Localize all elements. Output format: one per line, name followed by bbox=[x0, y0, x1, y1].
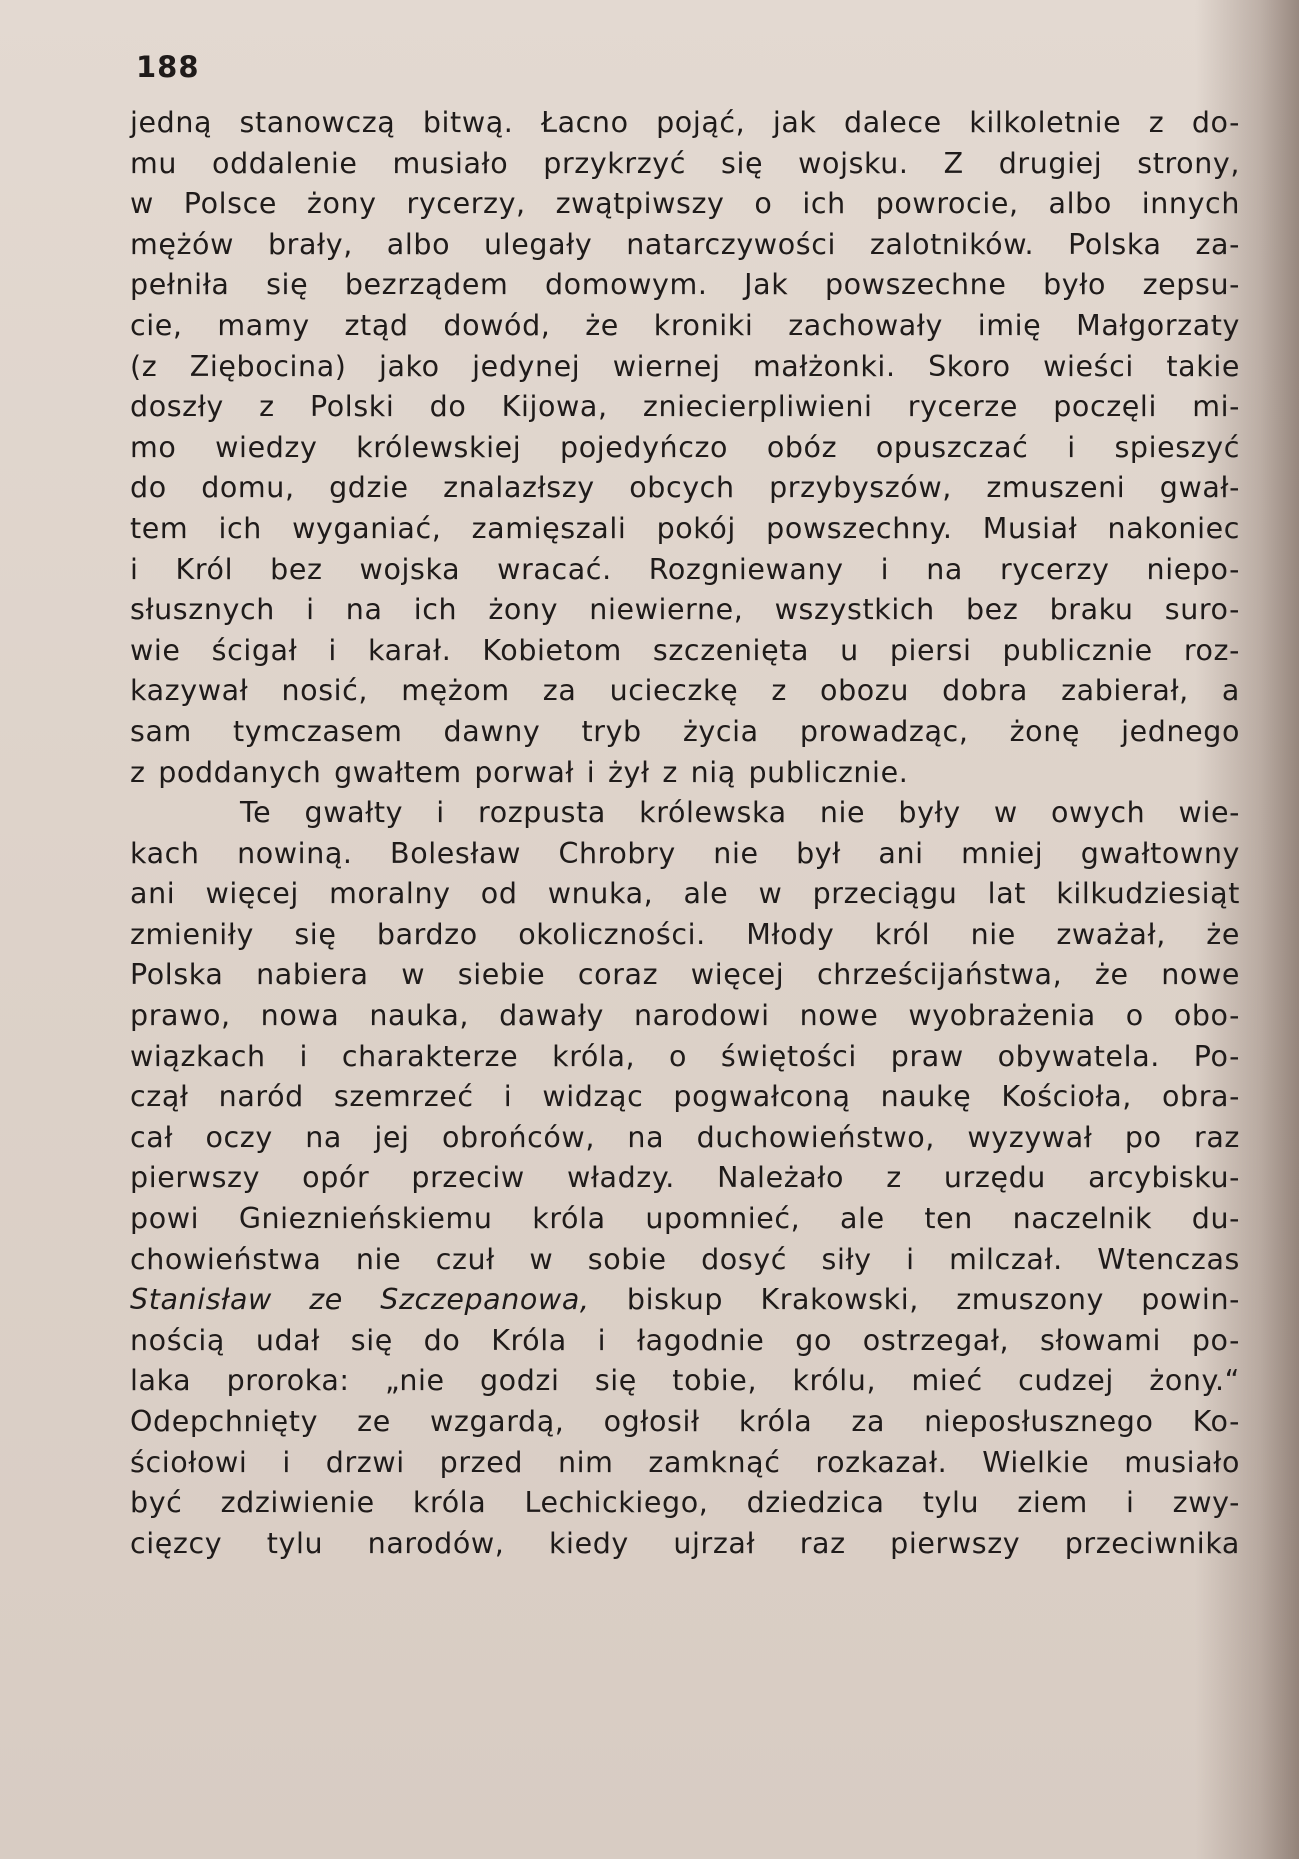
text-line: tem ich wyganiać, zamięszali pokój powszechny. Musiał nakoniec bbox=[130, 511, 1240, 545]
text-line: ściołowi i drzwi przed nim zamknąć rozkazał. Wielkie musiało bbox=[130, 1445, 1240, 1479]
text-line: laka proroka: „nie godzi się tobie, królu, mieć cudzej żony.“ bbox=[130, 1364, 1240, 1398]
text-line: czął naród szemrzeć i widząc pogwałconą naukę Kościoła, obra- bbox=[130, 1080, 1240, 1114]
text-line: jedną stanowczą bitwą. Łacno pojąć, jak dalece kilkoletnie z do- bbox=[130, 106, 1240, 139]
body-text bbox=[130, 103, 1240, 1564]
italic-name: Stanisław ze Szczepanowa, bbox=[130, 1283, 590, 1317]
text-line-paragraph-start: Te gwałty i rozpusta królewska nie były w owych wie- bbox=[240, 796, 1240, 830]
text-line-paragraph-end: z poddanych gwałtem porwał i żył z nią publicznie. bbox=[130, 755, 909, 789]
text-line: wie ścigał i karał. Kobietom szczenięta u piersi publicznie roz- bbox=[130, 633, 1240, 667]
text-line: cał oczy na jej obrońców, na duchowieństwo, wyzywał po raz bbox=[130, 1120, 1240, 1154]
text-line: i Król bez wojska wracać. Rozgniewany i na rycerzy niepo- bbox=[130, 552, 1240, 586]
text-line-with-italic bbox=[130, 1280, 1240, 1321]
text-line: cie, mamy ztąd dowód, że kroniki zachowały imię Małgorzaty bbox=[130, 308, 1240, 342]
text-line: kach nowiną. Bolesław Chrobry nie był ani mniej gwałtowny bbox=[130, 836, 1240, 870]
text-line: w Polsce żony rycerzy, zwątpiwszy o ich powrocie, albo innych bbox=[130, 187, 1240, 221]
text-line: wiązkach i charakterze króla, o świętości praw obywatela. Po- bbox=[130, 1039, 1240, 1073]
text-line: słusznych i na ich żony niewierne, wszystkich bez braku suro- bbox=[130, 593, 1240, 627]
text-line: mu oddalenie musiało przykrzyć się wojsku. Z drugiej strony, bbox=[130, 146, 1240, 180]
text-line: (z Ziębocina) jako jedynej wiernej małżonki. Skoro wieści takie bbox=[130, 349, 1240, 383]
text-line: kazywał nosić, mężom za ucieczkę z obozu dobra zabierał, a bbox=[130, 674, 1240, 708]
text-line: pierwszy opór przeciw władzy. Należało z urzędu arcybisku- bbox=[130, 1161, 1240, 1195]
text-line: chowieństwa nie czuł w sobie dosyć siły i milczał. Wtenczas bbox=[130, 1242, 1240, 1276]
text-line: Polska nabiera w siebie coraz więcej chrześcijaństwa, że nowe bbox=[130, 958, 1240, 992]
text-line: cięzcy tylu narodów, kiedy ujrzał raz pierwszy przeciwnika bbox=[130, 1526, 1240, 1560]
text-line: ani więcej moralny od wnuka, ale w przeciągu lat kilkudziesiąt bbox=[130, 877, 1240, 911]
text-line: pełniła się bezrządem domowym. Jak powszechne było zepsu- bbox=[130, 268, 1240, 302]
text-line-remainder: biskup Krakowski, zmuszony powin- bbox=[589, 1283, 1240, 1317]
text-line: nością udał się do Króla i łagodnie go ostrzegał, słowami po- bbox=[130, 1323, 1240, 1357]
text-line: prawo, nowa nauka, dawały narodowi nowe wyobrażenia o obo- bbox=[130, 999, 1240, 1033]
text-line: Odepchnięty ze wzgardą, ogłosił króla za nieposłusznego Ko- bbox=[130, 1405, 1240, 1438]
text-line: do domu, gdzie znalazłszy obcych przybyszów, zmuszeni gwał- bbox=[130, 471, 1240, 505]
page-number: 188 bbox=[136, 50, 200, 84]
text-line: sam tymczasem dawny tryb życia prowadząc, żonę jednego bbox=[130, 714, 1240, 748]
text-line: doszły z Polski do Kijowa, zniecierpliwieni rycerze poczęli mi- bbox=[130, 390, 1240, 424]
text-line: mężów brały, albo ulegały natarczywości zalotników. Polska za- bbox=[130, 227, 1240, 261]
text-line: powi Gnieznieńskiemu króla upomnieć, ale ten naczelnik du- bbox=[130, 1202, 1240, 1236]
text-line: być zdziwienie króla Lechickiego, dziedzica tylu ziem i zwy- bbox=[130, 1486, 1240, 1520]
text-line: mo wiedzy królewskiej pojedyńczo obóz opuszczać i spieszyć bbox=[130, 430, 1240, 464]
text-line: zmieniły się bardzo okoliczności. Młody król nie zważał, że bbox=[130, 917, 1240, 951]
